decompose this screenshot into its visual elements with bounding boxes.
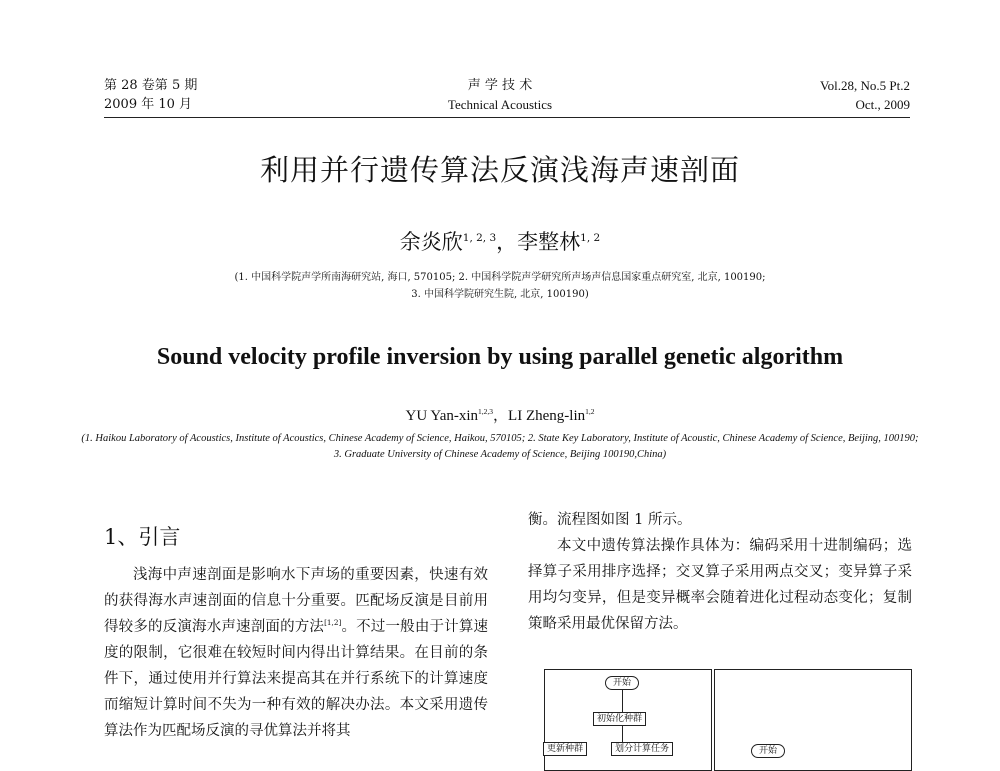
journal-date-en: Oct., 2009 [855, 97, 910, 112]
author-separator: ， [496, 230, 518, 254]
author-separator: ， [493, 408, 509, 424]
paragraph-text: 。不过一般由于计算速度的限制，它很难在较短时间内得出计算结果。在目前的条件下，通过使用并行算法来提高其在并行系统下的计算速度而缩短计算时间不失为一种有效的解决办法。本文采用遗传算法作为匹配场反演的寻优算法并将其 [104, 619, 489, 739]
authors-cn [0, 226, 1000, 256]
body-right-column [528, 507, 912, 637]
author-superscript: 1, 2 [580, 232, 601, 244]
author-name: 余炎欣 [399, 230, 463, 254]
journal-date-cn: 2009 年 10 月 [104, 97, 193, 112]
paper-title-cn: 利用并行遗传算法反演浅海声速剖面 [259, 153, 740, 187]
author-name: LI Zheng-lin [508, 408, 586, 424]
journal-name-cn: 声 学 技 术 [467, 78, 533, 93]
flowchart-init-box: 初始化种群 [593, 712, 646, 726]
affiliation-cn-line2: 3. 中国科学院研究生院, 北京, 100190) [411, 289, 589, 300]
author-name: YU Yan-xin [405, 408, 479, 424]
body-paragraph: 本文中遗传算法操作具体为：编码采用十进制编码；选择算子采用排序选择；交叉算子采用两点交叉；变异算子采用均匀变异，但是变异概率会随着进化过程动态变化；复制策略采用最优保留方法。 [528, 538, 912, 632]
body-left-column [104, 562, 488, 744]
journal-volume-en: Vol.28, No.5 Pt.2 [819, 78, 910, 93]
flowchart-start: 开始 [605, 676, 639, 690]
author-superscript: 1,2,3 [478, 407, 494, 416]
flowchart-task-box: 划分计算任务 [611, 742, 673, 756]
body-paragraph [104, 562, 488, 744]
flowchart-update-box: 更新种群 [543, 742, 587, 756]
paragraph-text: 浅海中声速剖面是影响水下声场的重要因素，快速有效的获得海水声速剖面的信息十分重要。匹配场反演是目前用得较多的反演海水声速剖面的方法 [104, 567, 488, 635]
paper-title-en: Sound velocity profile inversion by using parallel genetic algorithm [156, 344, 844, 370]
section-heading: 1、引言 [104, 525, 181, 549]
author-superscript: 1,2 [585, 407, 595, 416]
flowchart-arrow [622, 690, 623, 712]
body-paragraph: 衡。流程图如图 1 所示。 [528, 512, 692, 528]
authors-en [0, 404, 1000, 425]
affiliation-en: (1. Haikou Laboratory of Acoustics, Institute of Acoustics, Chinese Academy of Science, Haikou, 570105; 2. State Key Laboratory, Institute of Acoustic, Chinese Academy of Science, Beijing, 100190; 3. Graduate University of Chinese Academy of Science, Beijing 100190,China) [81, 433, 919, 460]
author-superscript: 1, 2, 3 [462, 232, 497, 244]
journal-volume-cn: 第 28 卷第 5 期 [104, 78, 198, 93]
header-rule [104, 117, 910, 118]
journal-name-en: Technical Acoustics [447, 97, 553, 112]
flowchart-panel-right [714, 669, 912, 771]
flowchart-arrow [622, 726, 623, 742]
affiliation-cn-line1: (1. 中国科学院声学所南海研究站, 海口, 570105; 2. 中国科学院声学研究所声场声信息国家重点研究室, 北京, 100190; [234, 272, 766, 283]
flowchart-start: 开始 [751, 744, 785, 758]
flowchart-panel-left [544, 669, 712, 771]
author-name: 李整林 [517, 230, 581, 254]
citation-ref: [1,2] [324, 618, 342, 628]
